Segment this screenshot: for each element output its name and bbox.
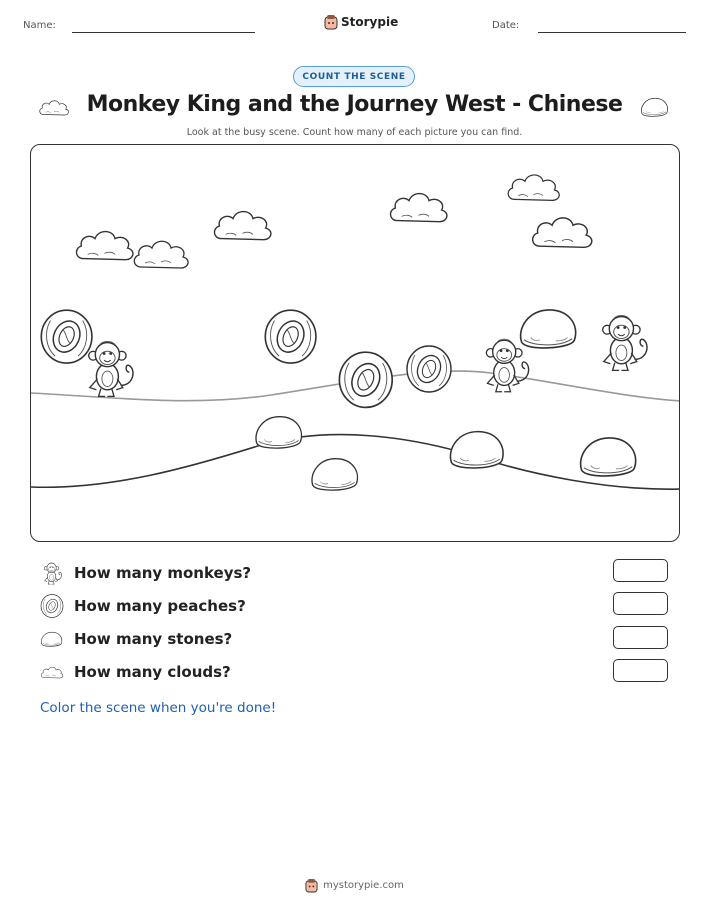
- page-title: Monkey King and the Journey West - Chinese: [86, 92, 623, 117]
- name-line[interactable]: [72, 32, 255, 33]
- stone-1: [521, 310, 576, 348]
- question-peaches: [40, 594, 246, 618]
- answer-box-monkeys[interactable]: [613, 559, 668, 582]
- peach-4: [407, 346, 451, 392]
- stone-3: [312, 459, 357, 490]
- cloud-5: [508, 175, 559, 200]
- monkey-1: [89, 341, 133, 396]
- question-monkeys: [40, 561, 251, 585]
- footer: [0, 878, 709, 893]
- footer-site: mystorypie.com: [323, 880, 404, 891]
- cloud-4: [390, 194, 446, 222]
- count-scene[interactable]: [30, 144, 680, 542]
- peach-1: [41, 310, 92, 363]
- stone-4: [450, 432, 503, 468]
- monkey-2: [486, 339, 528, 392]
- cloud-6: [533, 218, 592, 247]
- stone-icon: [40, 627, 64, 651]
- peach-2: [265, 310, 316, 363]
- cloud-2: [134, 241, 188, 268]
- stone-2: [256, 417, 301, 448]
- stone-5: [581, 438, 636, 476]
- stone-icon: [639, 95, 671, 119]
- storypie-logo-icon: [324, 14, 338, 30]
- answer-box-stones[interactable]: [613, 626, 668, 649]
- question-text: How many clouds?: [74, 663, 231, 681]
- question-text: How many peaches?: [74, 597, 246, 615]
- scene-drawing: [31, 145, 680, 542]
- cloud-icon: [40, 660, 64, 684]
- answer-box-peaches[interactable]: [613, 592, 668, 615]
- answer-box-clouds[interactable]: [613, 659, 668, 682]
- brand-name: Storypie: [341, 15, 399, 29]
- question-stones: [40, 627, 232, 651]
- date-line[interactable]: [538, 32, 686, 33]
- cloud-icon: [38, 96, 70, 118]
- question-text: How many stones?: [74, 630, 233, 648]
- section-tag: COUNT THE SCENE: [293, 66, 415, 87]
- cloud-1: [76, 232, 132, 260]
- instructions: Look at the busy scene. Count how many of each picture you can find.: [186, 127, 523, 138]
- cloud-3: [214, 212, 270, 240]
- storypie-logo-icon: [305, 878, 318, 893]
- question-text: How many monkeys?: [74, 564, 252, 582]
- peach-icon: [40, 594, 64, 618]
- coloring-note: Color the scene when you're done!: [40, 700, 277, 716]
- monkey-3: [603, 315, 647, 370]
- peach-3: [339, 352, 392, 407]
- question-clouds: [40, 660, 231, 684]
- name-label: Name:: [23, 20, 56, 31]
- date-label: Date:: [492, 20, 520, 31]
- brand-logo: [324, 14, 398, 30]
- monkey-icon: [40, 561, 64, 585]
